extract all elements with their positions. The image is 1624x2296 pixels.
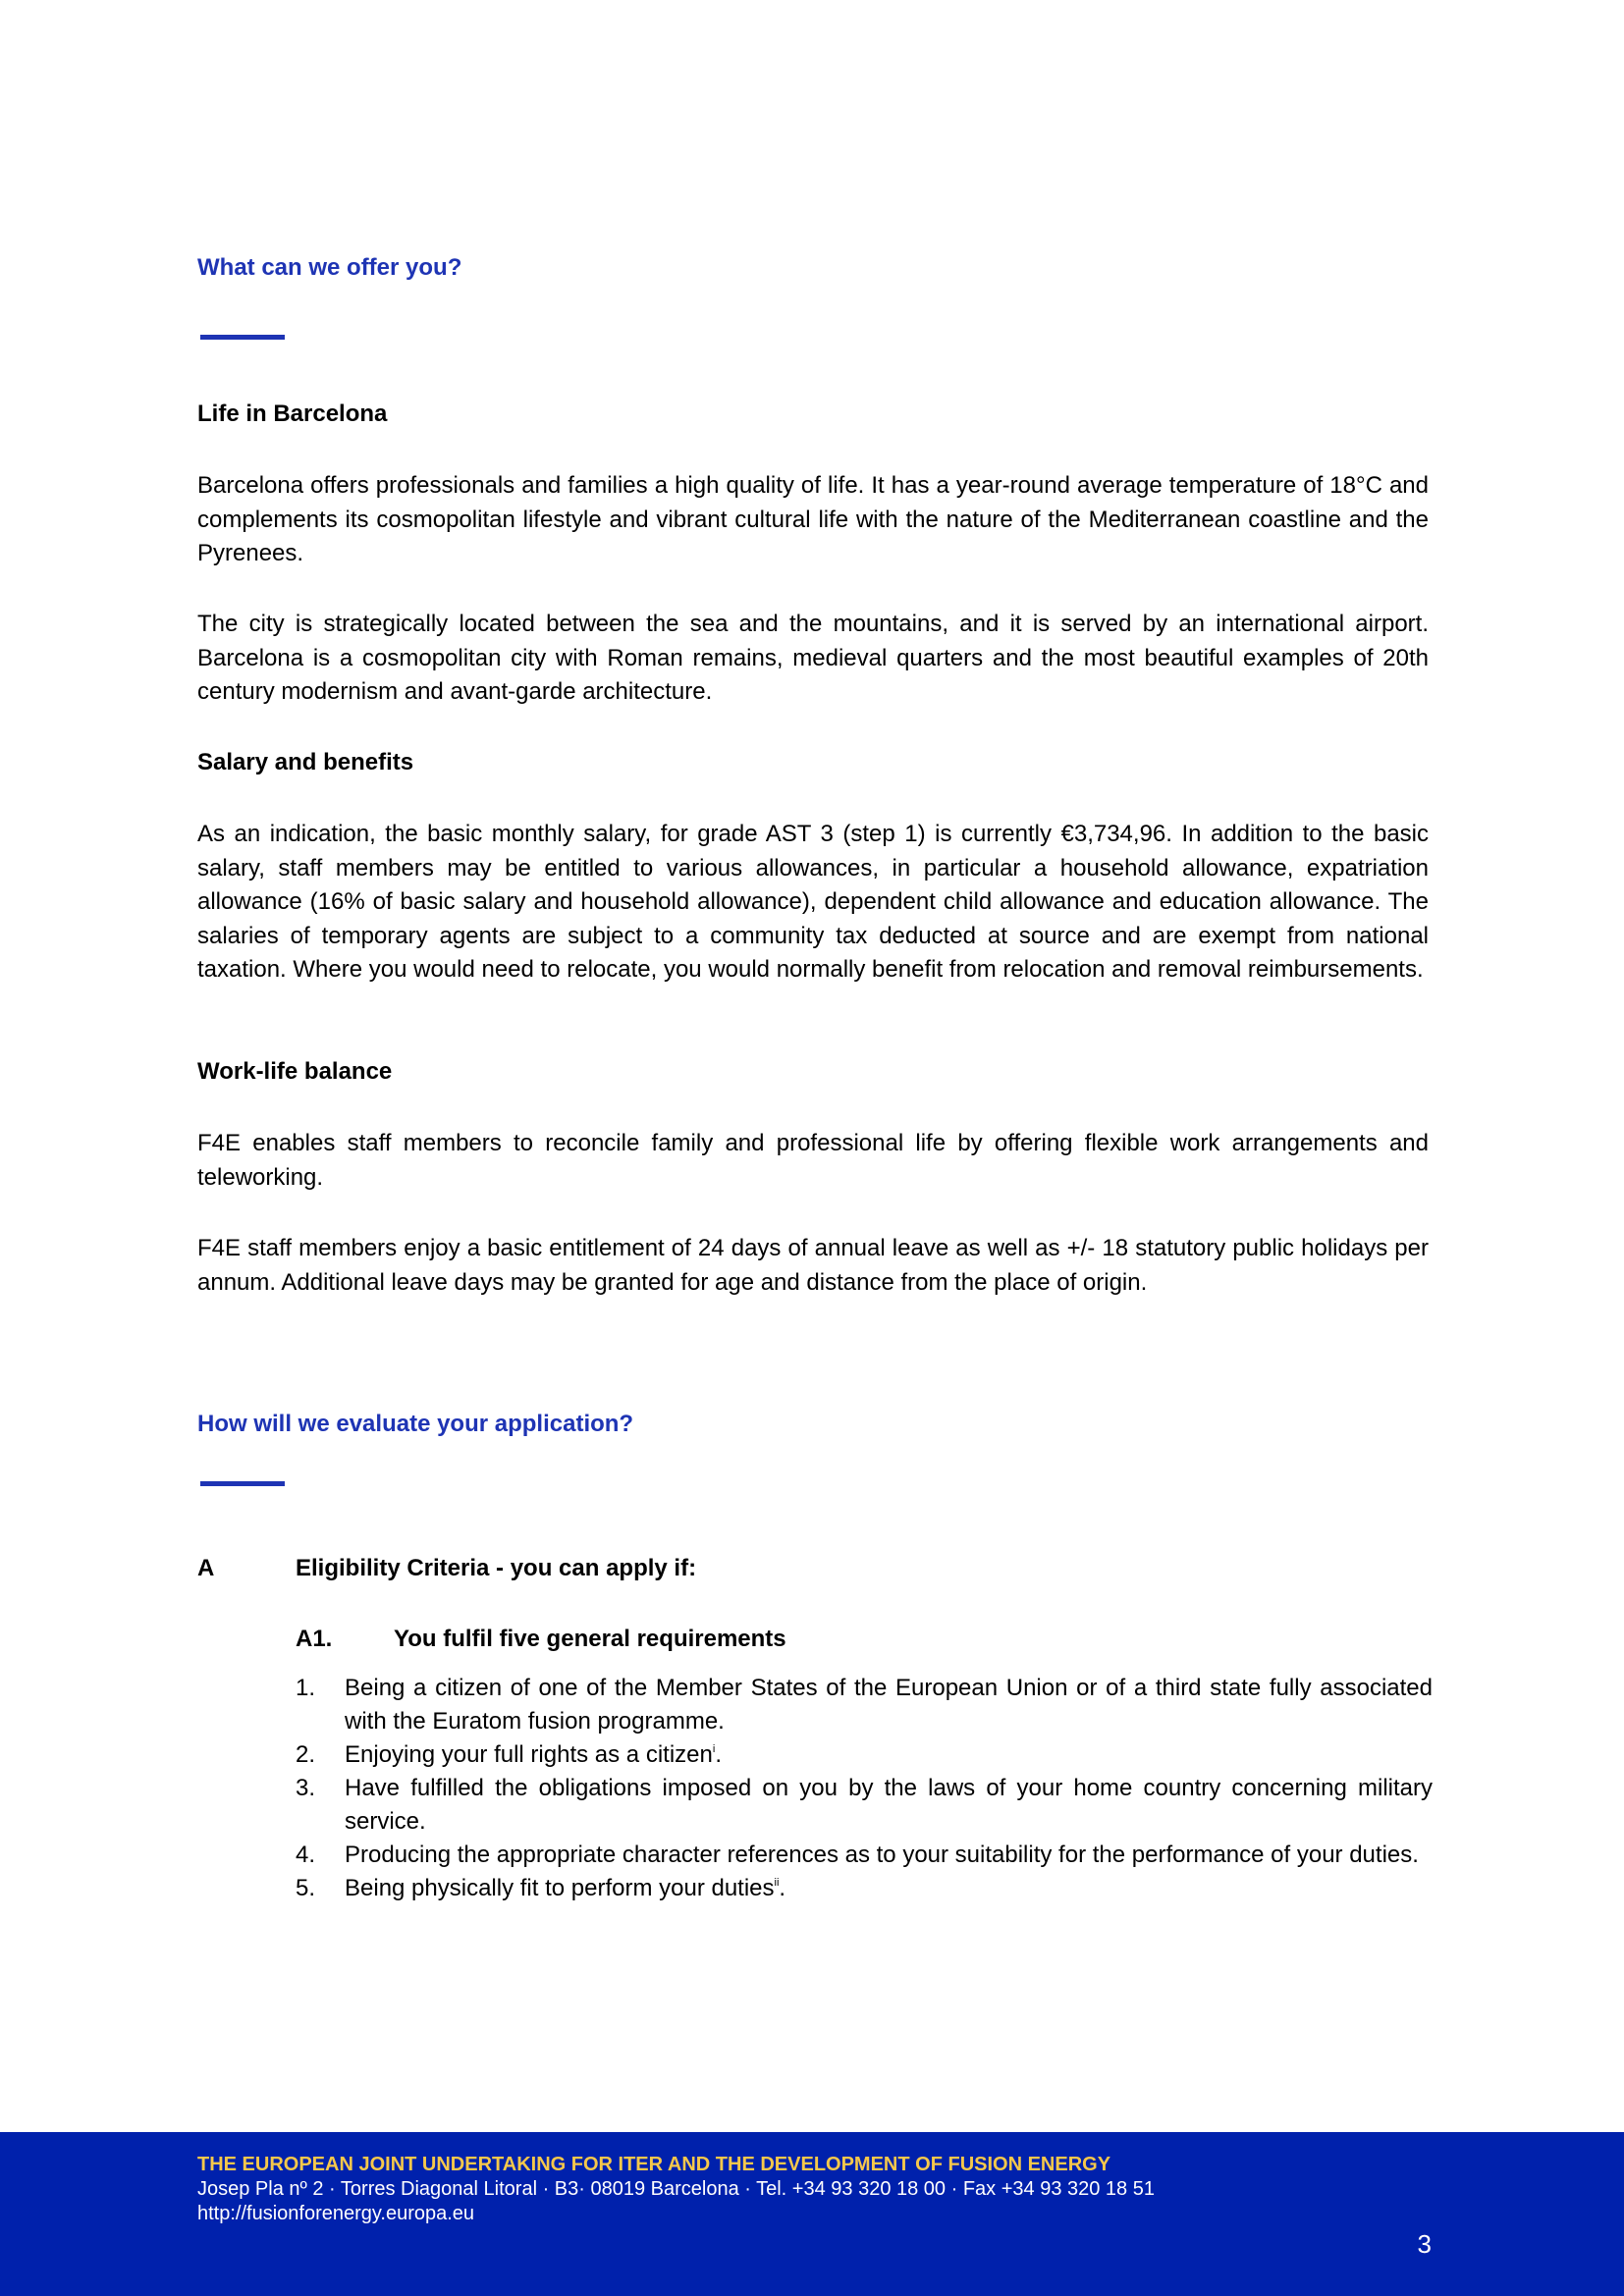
footnote-marker[interactable]: ii — [774, 1877, 780, 1889]
eligibility-letter: A — [197, 1555, 215, 1581]
worklife-paragraph-2: F4E staff members enjoy a basic entitlement of 24 days of annual leave as well as +/- 18 statutory public holidays per annum. Additional leave days may be granted for age and distance from the place of origin. — [197, 1235, 1429, 1296]
page-footer — [0, 2132, 1624, 2296]
offer-title-underline — [200, 335, 285, 340]
worklife-paragraph-1: F4E enables staff members to reconcile family and professional life by offering flexible work arrangements and teleworking. — [197, 1130, 1429, 1191]
requirements-list — [296, 1672, 1433, 1905]
requirement-text: Have fulfilled the obligations imposed on you by the laws of your home country concerning military service. — [345, 1775, 1433, 1835]
requirement-item: 5. Being physically fit to perform your duties$^{ii}$. — [296, 1872, 1433, 1905]
requirement-item — [296, 1839, 1433, 1872]
requirement-text: Producing the appropriate character references as to your suitability for the performance of your duties. — [345, 1842, 1419, 1868]
requirement-number: 1. — [296, 1675, 316, 1701]
eligibility-heading: Eligibility Criteria - you can apply if: — [296, 1555, 697, 1581]
salary-heading: Salary and benefits — [197, 749, 414, 775]
life-heading: Life in Barcelona — [197, 400, 388, 427]
requirement-text: Being physically fit to perform your duties — [345, 1875, 775, 1901]
footnote-marker[interactable]: i — [712, 1743, 716, 1755]
requirement-text: Enjoying your full rights as a citizen — [345, 1741, 713, 1768]
footer-address: Josep Pla nº 2 · Torres Diagonal Litoral · B3· 08019 Barcelona · Tel. +34 93 320 18 00 · Fax +34 93 320 18 51 — [197, 2178, 1155, 2200]
requirement-number: 3. — [296, 1775, 316, 1801]
requirement-number: 4. — [296, 1842, 316, 1868]
page-number: 3 — [1417, 2229, 1432, 2259]
requirement-text: Being a citizen of one of the Member States of the European Union or of a third state fully associated with the Euratom fusion programme. — [345, 1675, 1433, 1735]
life-paragraph-2: The city is strategically located between the sea and the mountains, and it is served by an international airport. Barcelona is a cosmopolitan city with Roman remains, medieval quarters and the most beautiful examples of 20th century modernism and avant-garde architecture. — [197, 611, 1429, 705]
footer-organization: THE EUROPEAN JOINT UNDERTAKING FOR ITER AND THE DEVELOPMENT OF FUSION ENERGY — [197, 2154, 1111, 2175]
requirements-number: A1. — [296, 1626, 333, 1652]
requirement-item — [296, 1672, 1433, 1738]
offer-section-title: What can we offer you? — [197, 254, 462, 281]
footer-url: http://fusionforenergy.europa.eu — [197, 2203, 475, 2224]
life-paragraph-1: Barcelona offers professionals and families a high quality of life. It has a year-round average temperature of 18°C and complements its cosmopolitan lifestyle and vibrant cultural life with the nature of the Mediterranean coastline and the Pyrenees. — [197, 472, 1429, 566]
requirements-heading: You fulfil five general requirements — [394, 1626, 786, 1652]
worklife-heading: Work-life balance — [197, 1058, 393, 1085]
evaluate-section-title: How will we evaluate your application? — [197, 1411, 634, 1437]
requirement-item: 2. Enjoying your full rights as a citizen$^i$. — [296, 1738, 1433, 1772]
requirement-item — [296, 1772, 1433, 1839]
evaluate-title-underline — [200, 1481, 285, 1486]
salary-paragraph: As an indication, the basic monthly salary, for grade AST 3 (step 1) is currently €3,734,96. In addition to the basic salary, staff members may be entitled to various allowances, in particular a household allowance, expatriation allowance (16% of basic salary and household allowance), dependent child allowance and education allowance. The salaries of temporary agents are subject to a community tax deducted at source and are exempt from national taxation. Where you would need to relocate, you would normally benefit from relocation and removal reimbursements. — [197, 821, 1429, 983]
requirement-number: 5. — [296, 1875, 316, 1901]
requirement-number: 2. — [296, 1741, 316, 1768]
